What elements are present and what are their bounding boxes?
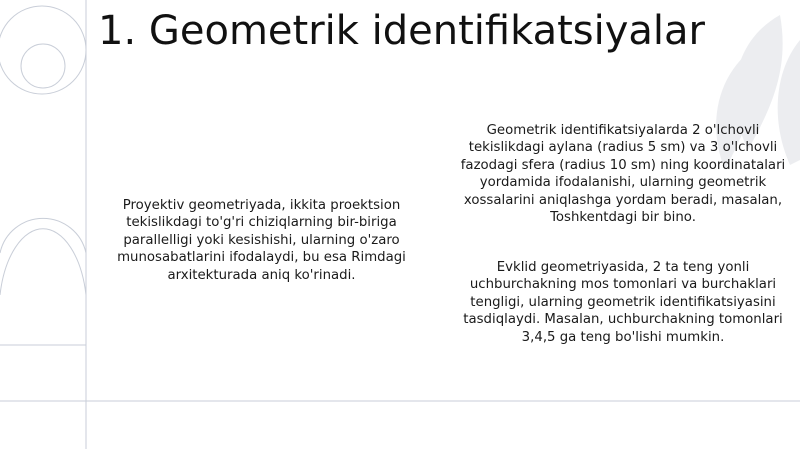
large-circle-outline [0,6,86,94]
slide-title: 1. Geometrik identifikatsiyalar [98,8,705,54]
paragraph-geometric-identifications: Geometrik identifikatsiyalarda 2 o'lchovli tekislikdagi aylana (radius 5 sm) va 3 o'lchovli fazodagi sfera (radius 10 sm) ning koordinatalari yordamida ifodalanishi, ularning geometrik xossalarini aniqlashga yordam beradi, masalan, Toshkentdagi bir bino. [460,123,786,226]
arch-outline-large [0,229,86,295]
paragraph-projective-geometry: Proyektiv geometriyada, ikkita proektsion tekislikdagi to'g'ri chiziqlarning bir-biriga parallelligi yoki kesishishi, ularning o'zaro munosabatlarini ifodalaydi, bu esa Rimdagi arxitekturada aniq ko'rinadi. [117,198,406,283]
small-circle-outline [21,44,65,88]
paragraph-euclidean-geometry: Evklid geometriyasida, 2 ta teng yonli uchburchakning mos tomonlari va burchaklari tengligi, ularning geometrik identifikatsiyasini tasdiqlaydi. Masalan, uchburchakning tomonlari 3,4,5 ga teng bo'lishi mumkin. [463,260,783,345]
arch-outline [0,218,86,253]
